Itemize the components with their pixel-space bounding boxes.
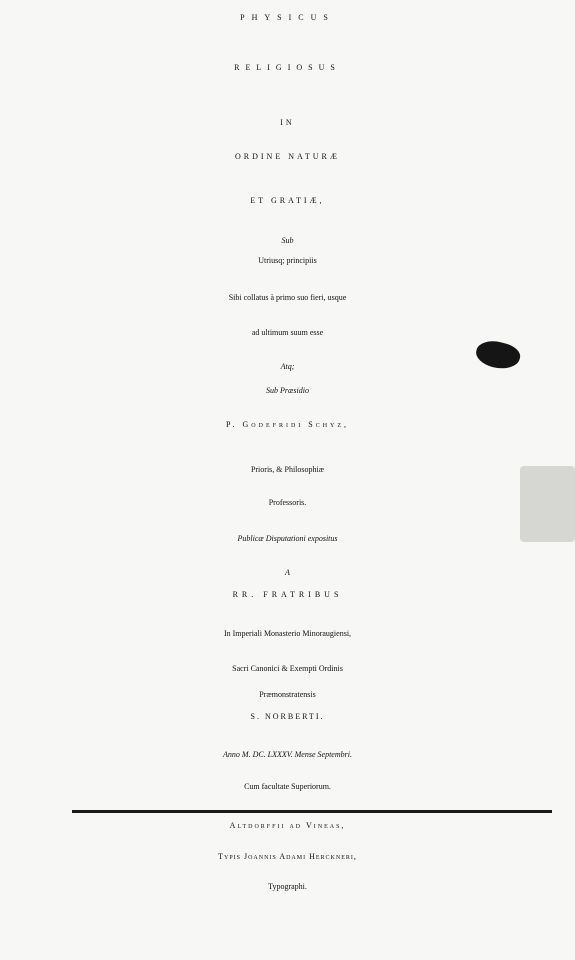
line-utriusq: Utriusq; principiis — [258, 256, 317, 265]
line-imperiali: In Imperiali Monasterio Minoraugiensi, — [223, 629, 352, 638]
title-line-1: PHYSICUS — [240, 13, 335, 22]
line-norberti: S. NORBERTI. — [250, 712, 325, 721]
line-cum: Cum facultate Superiorum. — [244, 782, 331, 791]
line-ultimum: ad ultimum suum esse — [251, 328, 324, 337]
line-anno: Anno M. DC. LXXXV. Mense Septembri. — [223, 750, 352, 759]
line-ordine: ORDINE NATURÆ — [235, 152, 340, 161]
line-gratiae: ET GRATIÆ, — [250, 196, 325, 205]
divider-rule — [72, 810, 552, 813]
line-in: IN — [280, 118, 295, 127]
line-fratribus: RR. FRATRIBUS — [232, 590, 343, 599]
imprint-typographi: Typographi. — [268, 882, 307, 891]
line-praemonstratensis: Præmonstratensis — [259, 690, 316, 699]
line-publicae: Publicæ Disputationi expositus — [237, 534, 338, 543]
title-line-2: RELIGIOSUS — [234, 63, 341, 72]
line-prioris: Prioris, & Philosophiæ — [250, 465, 325, 474]
line-a: A — [285, 568, 290, 577]
line-praesidio: Sub Præsidio — [266, 386, 309, 395]
imprint-place: Altdorffii ad Vineas, — [229, 821, 346, 830]
line-atq: Atq; — [280, 362, 295, 371]
line-sacri: Sacri Canonici & Exempti Ordinis — [232, 664, 343, 673]
praeses-name: P. Godefridi Schyz, — [225, 420, 350, 429]
imprint-typis: Typis Joannis Adami Herckneri, — [218, 852, 357, 861]
line-sibi: Sibi collatus à primo suo fieri, usque — [228, 293, 347, 302]
line-sub: Sub — [281, 236, 294, 245]
line-professoris: Professoris. — [268, 498, 307, 507]
